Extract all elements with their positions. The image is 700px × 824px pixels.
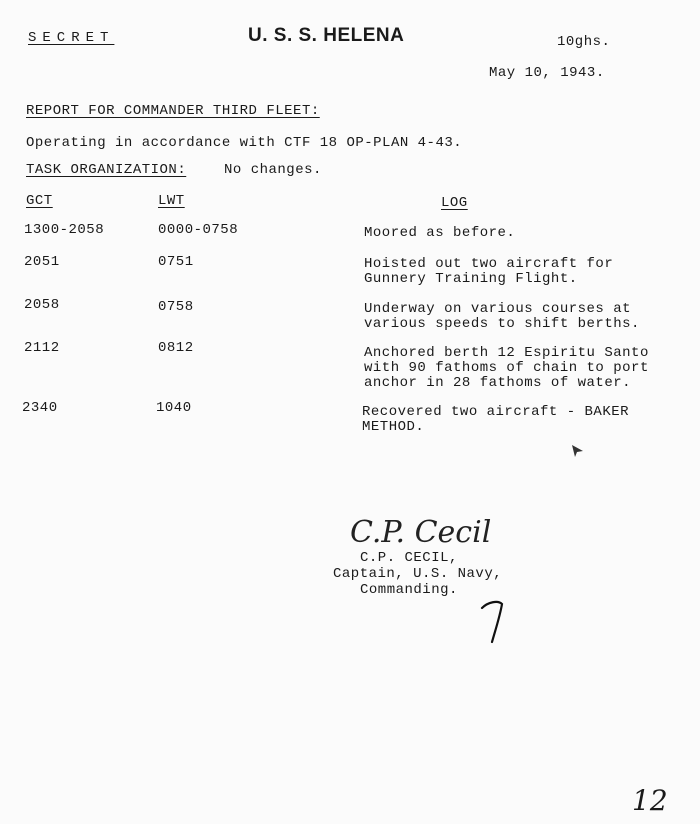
row-lwt: 0000-0758: [158, 222, 239, 238]
row-lwt: 0751: [158, 254, 194, 270]
handwritten-check-mark: [478, 598, 508, 646]
column-header-log: LOG: [441, 195, 468, 211]
classification-label: SECRET: [28, 30, 115, 46]
signatory-rank: Captain, U.S. Navy,: [333, 566, 503, 582]
row-gct: 2051: [24, 254, 60, 270]
row-lwt: 0812: [158, 340, 194, 356]
column-header-gct: GCT: [26, 193, 53, 209]
stray-mark-icon: [571, 444, 585, 458]
task-organization-value: No changes.: [224, 162, 322, 178]
operating-line: Operating in accordance with CTF 18 OP-PLAN 4-43.: [26, 135, 463, 151]
column-header-lwt: LWT: [158, 193, 185, 209]
row-log: Anchored berth 12 Espiritu Santo with 90 fathoms of chain to port anchor in 28 fathoms of water.: [364, 345, 649, 391]
row-log: Hoisted out two aircraft for Gunnery Training Flight.: [364, 256, 614, 287]
handwritten-signature: C.P. Cecil: [350, 515, 492, 550]
page-number: 12: [632, 784, 668, 817]
task-organization-label: TASK ORGANIZATION:: [26, 162, 187, 178]
row-gct: 1300-2058: [24, 222, 105, 238]
row-log: Moored as before.: [364, 225, 516, 241]
row-lwt: 0758: [158, 299, 194, 315]
signatory-role: Commanding.: [360, 582, 458, 598]
report-date: May 10, 1943.: [489, 65, 605, 81]
report-title: REPORT FOR COMMANDER THIRD FLEET:: [26, 103, 320, 119]
row-gct: 2340: [22, 400, 58, 416]
row-gct: 2112: [24, 340, 60, 356]
row-log: Underway on various courses at various speeds to shift berths.: [364, 301, 640, 332]
row-lwt: 1040: [156, 400, 192, 416]
row-gct: 2058: [24, 297, 60, 313]
time-label: 10ghs.: [557, 34, 611, 50]
ship-name: U. S. S. HELENA: [248, 25, 405, 46]
row-log: Recovered two aircraft - BAKER METHOD.: [362, 404, 630, 435]
signatory-name: C.P. CECIL,: [360, 550, 458, 566]
